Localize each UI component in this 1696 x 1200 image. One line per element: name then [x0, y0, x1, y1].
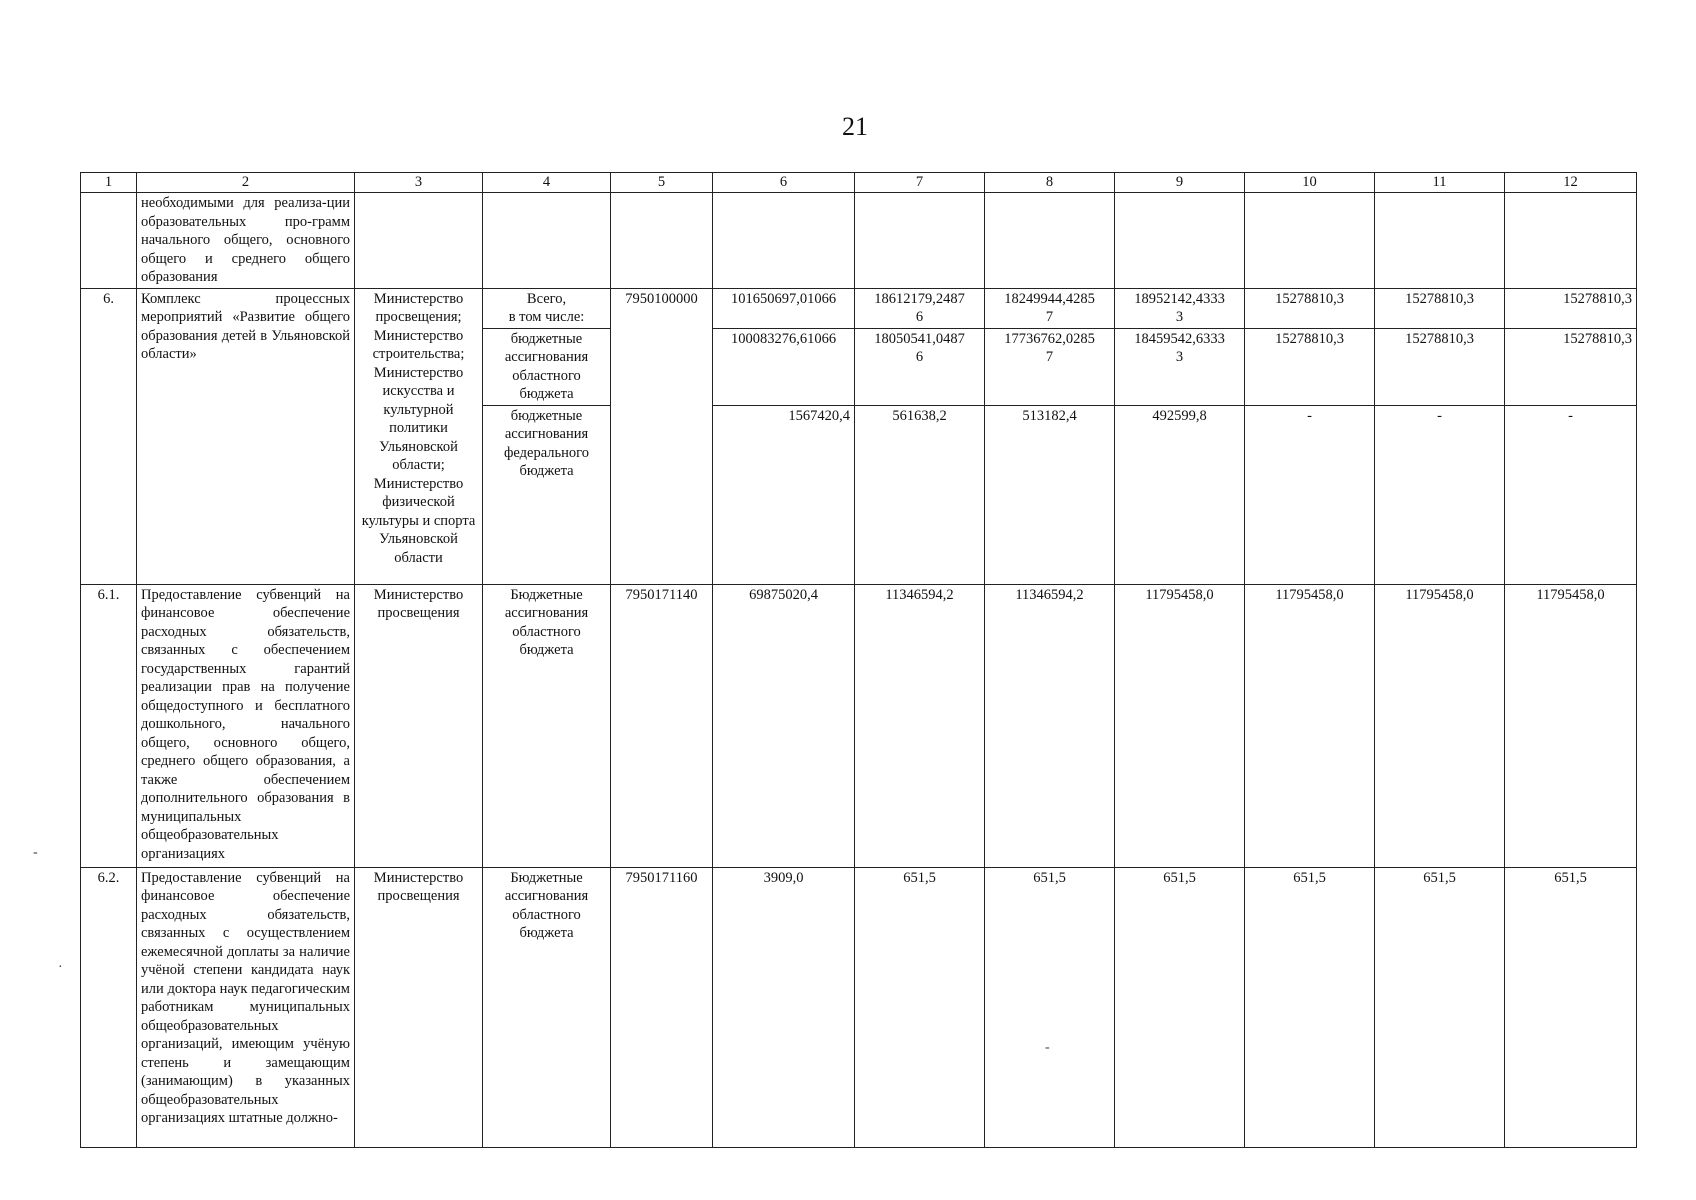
value-cell: 15278810,3: [1505, 328, 1637, 405]
column-header: 7: [855, 173, 985, 193]
value-cell: 11346594,2: [855, 584, 985, 867]
value-cell: 11795458,0: [1505, 584, 1637, 867]
row-number: 6.2.: [81, 867, 137, 1147]
value-cell: -: [1245, 405, 1375, 584]
continuation-name: необходимыми для реализа-ции образовательных про-грамм начального общего, основного общего и среднего общего образования: [137, 193, 355, 289]
executor: Министерство просвещения; Министерство строительства; Министерство искусства и культурной политики Ульяновской области; Министерство физической культуры и спорта Ульяновской области: [355, 288, 483, 584]
column-header: 1: [81, 173, 137, 193]
funding-source: Всего, в том числе:: [483, 288, 611, 328]
value-cell: 651,5: [985, 867, 1115, 1147]
column-header: 8: [985, 173, 1115, 193]
budget-code: 7950171160: [611, 867, 713, 1147]
column-header: 4: [483, 173, 611, 193]
value-cell: 651,5: [1505, 867, 1637, 1147]
funding-source: бюджетные ассигнования областного бюджета: [483, 328, 611, 405]
column-header: 9: [1115, 173, 1245, 193]
page-number: 21: [842, 112, 868, 141]
value-cell: 15278810,3: [1505, 288, 1637, 328]
funding-source: бюджетные ассигнования федерального бюджета: [483, 405, 611, 584]
value-cell: 18952142,4333 3: [1115, 288, 1245, 328]
scan-mark: -: [1045, 1040, 1050, 1055]
value-cell: 1567420,4: [713, 405, 855, 584]
funding-source: Бюджетные ассигнования областного бюджета: [483, 584, 611, 867]
column-header-row: [81, 173, 1637, 193]
value-cell: 17736762,0285 7: [985, 328, 1115, 405]
value-cell: 651,5: [855, 867, 985, 1147]
value-cell: 15278810,3: [1375, 288, 1505, 328]
row-number: 6.1.: [81, 584, 137, 867]
value-cell: 69875020,4: [713, 584, 855, 867]
value-cell: 18050541,0487 6: [855, 328, 985, 405]
budget-table: [80, 172, 1637, 1148]
value-cell: 651,5: [1245, 867, 1375, 1147]
value-cell: -: [1375, 405, 1505, 584]
program-name: Предоставление субвенций на финансовое обеспечение расходных обязательств, связанных с обеспечением государственных гарантий реализации прав на получение общедоступного и бесплатного дошкольного, начального общего, основного общего, среднего общего образования, а также обеспечением дополнительного образования в муниципальных общеобразовательных организациях: [137, 584, 355, 867]
executor: Министерство просвещения: [355, 867, 483, 1147]
column-header: 3: [355, 173, 483, 193]
column-header: 10: [1245, 173, 1375, 193]
value-cell: 18612179,2487 6: [855, 288, 985, 328]
value-cell: 15278810,3: [1245, 328, 1375, 405]
continuation-row: [81, 193, 1637, 289]
table-row-6-1: [81, 584, 1637, 867]
value-cell: 11795458,0: [1245, 584, 1375, 867]
scan-mark: -: [33, 845, 38, 860]
table-row-6-total: [81, 288, 1637, 328]
table-row-6-2: [81, 867, 1637, 1147]
row-number: 6.: [81, 288, 137, 584]
value-cell: 513182,4: [985, 405, 1115, 584]
program-name: Предоставление субвенций на финансовое обеспечение расходных обязательств, связанных с осуществлением ежемесячной доплаты за наличие учёной степени кандидата наук или доктора наук педагогическим работникам муниципальных общеобразовательных организаций, имеющим учёную степень и замещающим (занимающим) в указанных общеобразовательных организациях штатные должно-: [137, 867, 355, 1147]
column-header: 6: [713, 173, 855, 193]
value-cell: 651,5: [1115, 867, 1245, 1147]
budget-code: 7950171140: [611, 584, 713, 867]
value-cell: 100083276,61066: [713, 328, 855, 405]
value-cell: 651,5: [1375, 867, 1505, 1147]
budget-code: 7950100000: [611, 288, 713, 584]
column-header: 12: [1505, 173, 1637, 193]
value-cell: -: [1505, 405, 1637, 584]
program-name: Комплекс процессных мероприятий «Развитие общего образования детей в Ульяновской области»: [137, 288, 355, 584]
column-header: 2: [137, 173, 355, 193]
value-cell: 18249944,4285 7: [985, 288, 1115, 328]
column-header: 11: [1375, 173, 1505, 193]
value-cell: 492599,8: [1115, 405, 1245, 584]
funding-source: Бюджетные ассигнования областного бюджета: [483, 867, 611, 1147]
value-cell: 15278810,3: [1375, 328, 1505, 405]
value-cell: 561638,2: [855, 405, 985, 584]
value-cell: 11346594,2: [985, 584, 1115, 867]
column-header: 5: [611, 173, 713, 193]
value-cell: 11795458,0: [1375, 584, 1505, 867]
value-cell: 11795458,0: [1115, 584, 1245, 867]
value-cell: 3909,0: [713, 867, 855, 1147]
scan-mark: ·: [58, 960, 63, 975]
value-cell: 15278810,3: [1245, 288, 1375, 328]
value-cell: 18459542,6333 3: [1115, 328, 1245, 405]
executor: Министерство просвещения: [355, 584, 483, 867]
value-cell: 101650697,01066: [713, 288, 855, 328]
